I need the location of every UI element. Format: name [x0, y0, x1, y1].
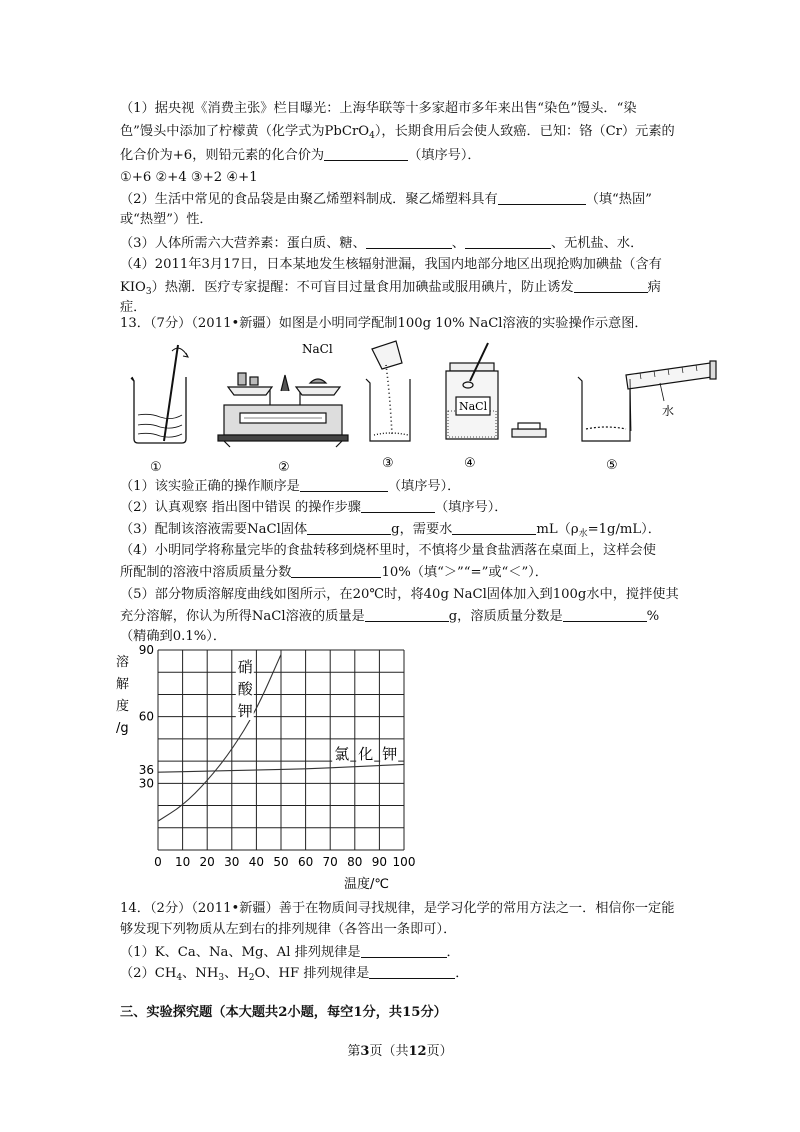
- answer-blank[interactable]: [369, 964, 455, 979]
- answer-blank[interactable]: [361, 498, 435, 513]
- x-tick-label: 20: [199, 855, 215, 869]
- y-tick-label: 90: [138, 643, 154, 657]
- q13-s2: （2）认真观察 指出图中错误 的操作步骤 （填序号）．: [120, 500, 508, 515]
- q12-line-9: $KIO_3$）热潮．医疗专家提醒：不可盲目过量食用加碘盐或服用碘片，防止诱发 病: [120, 280, 661, 297]
- section-3-heading: 三、实验探究题（本大题共2小题，每空1分，共15分）: [120, 1005, 447, 1020]
- pouring-water-icon: [578, 361, 716, 441]
- solubility-chart: [110, 640, 420, 895]
- q14-title2: 够发现下列物质从左到右的排列规律（各答出一条即可）．: [120, 922, 457, 937]
- beaker-stirring-icon: [131, 345, 188, 443]
- q12-line-8: （4）2011年3月17日，日本某地发生核辐射泄漏，我国内地部分地区出现抢购加碘盐（含有: [120, 257, 662, 272]
- q13-s3: （3）配制该溶液需要NaCl固体 g，需要水 $mL(\rho_水=1g/mL)$．: [120, 522, 661, 539]
- answer-blank[interactable]: [307, 520, 391, 535]
- q13-s5b: 充分溶解，你认为所得NaCl溶液的质量是 g，溶质质量分数是 %: [120, 609, 660, 624]
- answer-blank[interactable]: [366, 234, 452, 249]
- q13-s1: （1）该实验正确的操作顺序是 （填序号）．: [120, 479, 461, 494]
- x-tick-label: 30: [224, 855, 240, 869]
- x-tick-label: 50: [273, 855, 289, 869]
- y-axis-label: 度: [116, 699, 130, 714]
- answer-blank[interactable]: [452, 520, 536, 535]
- series-label-kno3: 钾: [237, 702, 253, 720]
- step-label: ③: [382, 456, 394, 471]
- x-tick-label: 100: [392, 855, 416, 869]
- answer-blank[interactable]: [324, 146, 408, 161]
- q12-line-6: 或“热塑”）性．: [120, 212, 213, 227]
- q14-s1: （1）K、Ca、Na、Mg、Al 排列规律是 ．: [120, 945, 460, 960]
- step-label: ⑤: [606, 458, 618, 473]
- answer-blank[interactable]: [300, 477, 388, 492]
- step-label: ②: [278, 460, 290, 475]
- q13-s4a: （4）小明同学将称量完毕的食盐转移到烧杯里时，不慎将少量食盐洒落在桌面上，这样会使: [120, 543, 656, 558]
- series-label-kcl: 钾: [382, 745, 398, 764]
- q12-line-2: 色”馒头中添加了柠檬黄（化学式为PbCrO$_4$），长期食用后会使人致癌．已知：铬（Cr）元素的: [120, 124, 675, 141]
- x-axis-label: 温度/℃: [344, 877, 389, 892]
- series-label-kno3: 酸: [237, 680, 253, 698]
- series-line-0: [158, 654, 281, 821]
- x-tick-label: 60: [297, 855, 314, 869]
- reagent-bottle-icon: [446, 343, 546, 439]
- q13-s5c: （精确到0.1%）．: [120, 629, 227, 644]
- q14-title: 14．（2分）（2011•新疆）善于在物质间寻找规律，是学习化学的常用方法之一．相信你一定能: [120, 901, 675, 916]
- series-label-kno3: 硝: [237, 658, 253, 676]
- q12-line-3: 化合价为+6，则铅元素的化合价为 （填序号）．: [120, 148, 481, 163]
- y-tick-label: 30: [138, 776, 154, 791]
- y-axis-label: /g: [116, 721, 129, 736]
- y-tick-label: 36: [138, 763, 154, 777]
- q12-line-7: （3）人体所需六大营养素：蛋白质、糖、 、 、无机盐、水．: [120, 236, 644, 251]
- q12-line-10: 症．: [120, 300, 147, 315]
- x-tick-label: 70: [322, 855, 338, 869]
- pouring-solid-icon: [366, 341, 410, 441]
- y-axis-label: 溶: [116, 655, 130, 670]
- page-footer: 第3页（共12页）: [347, 1044, 453, 1059]
- step-label: ①: [150, 460, 162, 475]
- q12-options: ①+6 ②+4 ③+2 ④+1: [120, 170, 258, 185]
- x-tick-label: 0: [154, 855, 162, 869]
- nacl-label: NaCl: [302, 342, 333, 356]
- answer-blank[interactable]: [498, 190, 586, 205]
- q13-title: 13．（7分）（2011•新疆）如图是小明同学配制100g 10% NaCl溶液的实验操作示意图．: [120, 316, 648, 331]
- q12-line-5: （2）生活中常见的食品袋是由聚乙烯塑料制成．聚乙烯塑料具有 （填“热固”: [120, 192, 652, 207]
- series-label-kcl: 化: [358, 745, 374, 764]
- bottle-label: NaCl: [459, 400, 488, 413]
- y-axis-label: 解: [116, 677, 130, 692]
- x-tick-label: 80: [347, 855, 363, 869]
- q12-line-1: （1）据央视《消费主张》栏目曝光：上海华联等十多家超市多年来出售“染色”馒头．“染: [120, 101, 637, 116]
- answer-blank[interactable]: [574, 278, 648, 293]
- answer-blank[interactable]: [361, 943, 447, 958]
- series-label-kcl: 氯: [334, 745, 350, 764]
- balance-icon: [218, 373, 348, 447]
- answer-blank[interactable]: [365, 607, 449, 622]
- water-label: 水: [662, 404, 675, 418]
- q14-s2: $(2)CH_4$、$NH_3$、$H_2O$、HF 排列规律是 ．: [120, 966, 469, 983]
- answer-blank[interactable]: [563, 607, 647, 622]
- experiment-figure: [120, 335, 730, 485]
- x-tick-label: 10: [174, 855, 191, 869]
- answer-blank[interactable]: [291, 563, 381, 578]
- x-tick-label: 90: [371, 855, 388, 869]
- q13-s4b: 所配制的溶液中溶质质量分数 10%（填“＞”“=”或“＜”）．: [120, 565, 548, 580]
- q13-s5a: （5）部分物质溶解度曲线如图所示，在20℃时，将40g NaCl固体加入到100g水中，搅拌使其: [120, 587, 679, 602]
- answer-blank[interactable]: [465, 234, 551, 249]
- step-label: ④: [464, 456, 476, 471]
- y-tick-label: 60: [138, 709, 154, 724]
- x-tick-label: 40: [248, 855, 265, 869]
